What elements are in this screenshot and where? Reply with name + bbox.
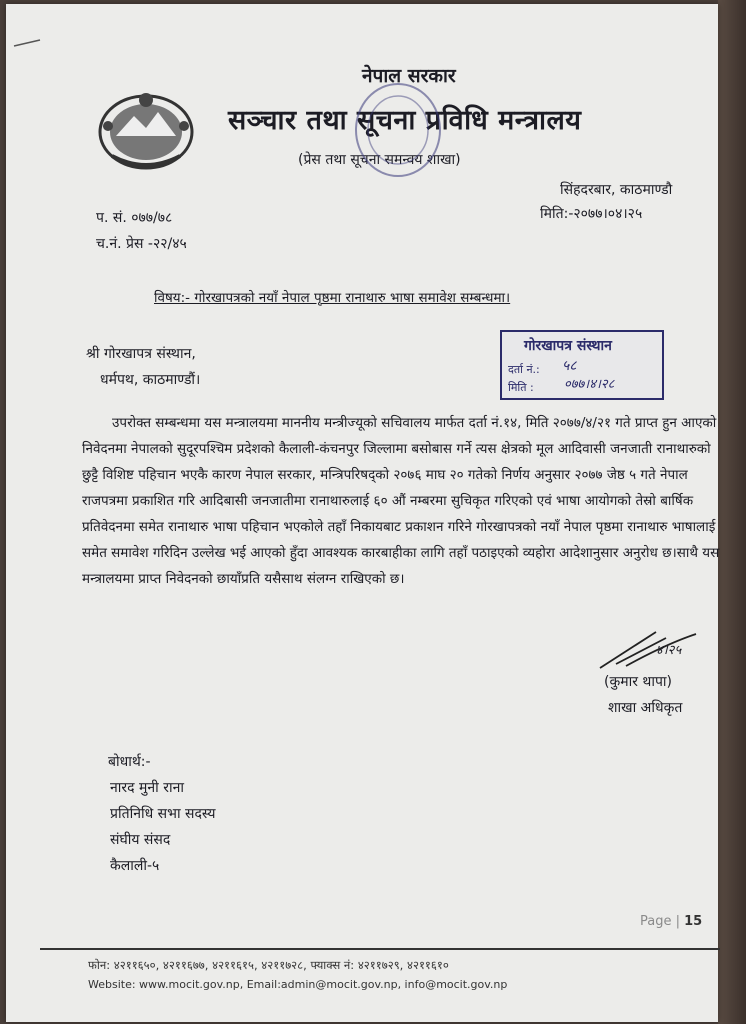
dispatch-number: च.नं. प्रेस -२२/४५ — [96, 236, 187, 252]
page-value: 15 — [684, 914, 703, 929]
ministry-title: सञ्चार तथा सूचना प्रविधि मन्त्रालय — [228, 105, 582, 136]
letter-date: मिति:-२०७७।०४।२५ — [540, 206, 643, 222]
signatory-name: (कुमार थापा) — [604, 674, 672, 690]
footer-website: Website: www.mocit.gov.np, Email:admin@mocit.gov.np, info@mocit.gov.np — [88, 978, 508, 991]
stamp-darta-value: ५८ — [562, 358, 577, 374]
recipient-address: धर्मपथ, काठमाण्डौं। — [100, 372, 201, 388]
footer-divider — [40, 948, 720, 950]
cc-line: नारद मुनी राना — [110, 780, 184, 796]
body-paragraph: उपरोक्त सम्बन्धमा यस मन्त्रालयमा माननीय मन्त्रीज्यूको सचिवालय मार्फत दर्ता नं.१४, मिति २०७७/४/२१ गते प्राप्त हुन आएको निवेदनमा नेपालको सुदूरपश्चिम प्रदेशको कैलाली-कंचनपुर जिल्लामा बसोबास गर्ने त्यस क्षेत्रको मूल आदिवासी जनजाती रानाथारुको छुट्टै विशिष्ट पहिचान भएकै कारण नेपाल सरकार, मन्त्रिपरिषद्को २०७६ माघ २० गतेको निर्णय अनुसार २०७७ जेष्ठ ५ गते नेपाल राजपत्रमा प्रकाशित गरि आदिबासी जनजातीमा रानाथारुलाई ६० औं नम्बरमा सुचिकृत गरिएको एवं भाषा आयोगको तेस्रो बार्षिक प्रतिवेदनमा समेत रानाथारु भाषा पहिचान भएकोले तहाँ निकायबाट प्रकाशन गरिने गोरखापत्रको नयाँ नेपाल पृष्ठमा रानाथारु भाषालाई समेत समावेश गरिदिन उल्लेख भई आएको हुँदा आवश्यक कारबाहीका लागि तहाँ पठाइएको व्यहोरा आदेशानुसार अनुरोध छ।साथै यस मन्त्रालयमा प्राप्त निवेदनको छायाँप्रति यसैसाथ संलग्न राखिएको छ। — [82, 415, 720, 587]
stamp-darta-label: दर्ता नं.: — [508, 363, 540, 376]
letter-subject: विषय:- गोरखापत्रको नयाँ नेपाल पृष्ठमा रानाथारु भाषा समावेश सम्बन्धमा। — [154, 290, 511, 306]
cc-line: कैलाली-५ — [110, 858, 160, 874]
cc-line: प्रतिनिधि सभा सदस्य — [110, 806, 216, 822]
recipient-name: श्री गोरखापत्र संस्थान, — [86, 346, 196, 362]
cc-heading: बोधार्थ:- — [108, 754, 151, 770]
government-title: नेपाल सरकार — [362, 65, 456, 87]
letter-body — [82, 410, 722, 592]
signature-date: ४।२५ — [656, 643, 682, 658]
nepal-emblem-icon — [94, 86, 198, 172]
stamp-miti-label: मिति : — [508, 381, 534, 394]
reference-number: प. सं. ०७७/७८ — [96, 210, 173, 226]
background-edge — [718, 0, 746, 1024]
page-number: Page | 15 — [640, 914, 703, 929]
cc-line: संघीय संसद — [110, 832, 171, 848]
stamp-title: गोरखापत्र संस्थान — [524, 338, 612, 354]
stamp-miti-value: ०७७।४।२८ — [564, 377, 615, 392]
section-title: (प्रेस तथा सूचना समन्वय शाखा) — [298, 152, 461, 168]
page-label: Page — [640, 914, 672, 929]
footer-phones: फोन: ४२११६५०, ४२११६७७, ४२११६१५, ४२११७२८, फ्याक्स नं: ४२११७२९, ४२११६१० — [88, 958, 449, 972]
signatory-title: शाखा अधिकृत — [608, 700, 683, 716]
pen-mark — [12, 38, 42, 48]
received-stamp — [500, 330, 664, 400]
office-location: सिंहदरबार, काठमाण्डौ — [560, 182, 673, 198]
round-seal-stamp — [352, 80, 444, 180]
